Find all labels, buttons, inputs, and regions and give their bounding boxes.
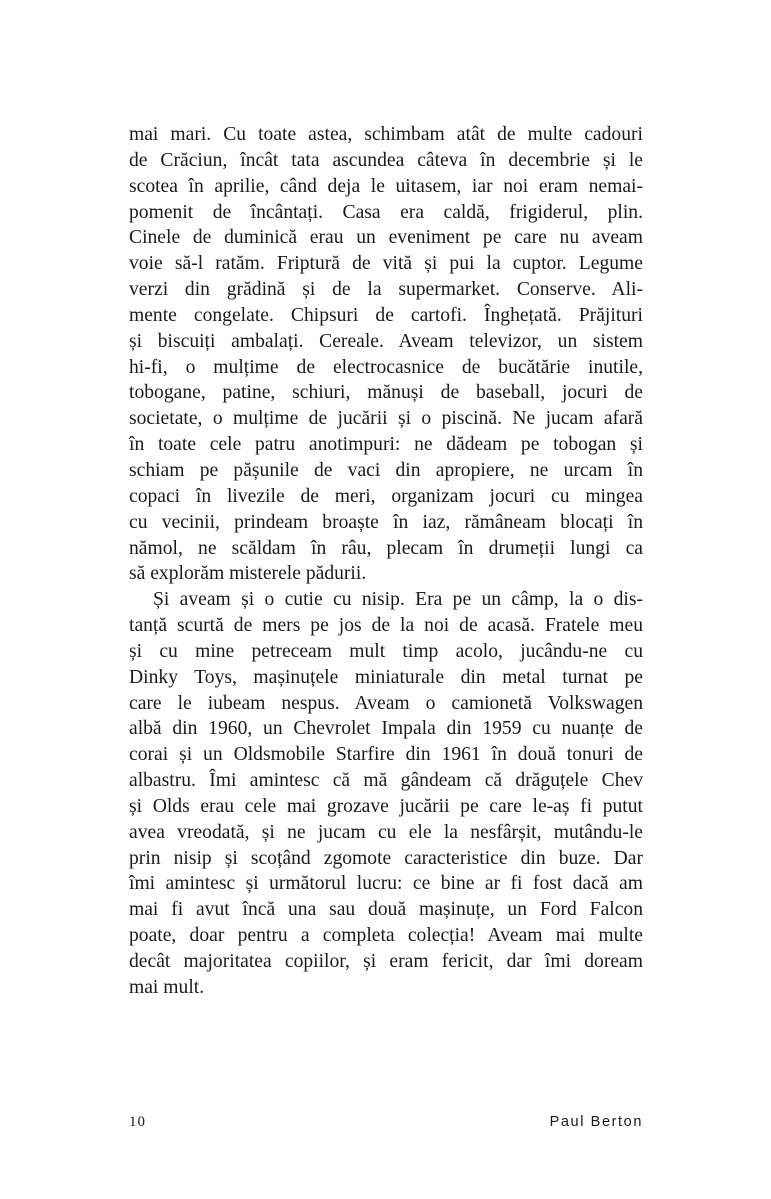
text-line: schiam pe pășunile de vaci din apropiere, ne urcam în xyxy=(129,459,643,481)
text-line: decât majoritatea copiilor, și eram fericit, dar îmi doream xyxy=(129,951,643,972)
body-text xyxy=(129,122,643,1001)
text-line: în toate cele patru anotimpuri: ne dădeam pe tobogan și xyxy=(129,434,643,456)
text-line: prin nisip și scoțând zgomote caracteristice din buze. Dar xyxy=(129,847,643,869)
text-line: tobogane, patine, schiuri, mănuși de baseball, jocuri de xyxy=(129,382,643,404)
text-line: Dinky Toys, mașinuțele miniaturale din metal turnat pe xyxy=(129,666,643,688)
page-footer xyxy=(129,1114,643,1136)
text-line: și Olds erau cele mai grozave jucării pe care le-aș fi putut xyxy=(129,795,643,817)
paragraph-2 xyxy=(129,587,643,1001)
text-line: corai și un Oldsmobile Starfire din 1961 în două tonuri de xyxy=(129,744,643,766)
text-line: tanță scurtă de mers pe jos de la noi de acasă. Fratele meu xyxy=(129,615,643,637)
text-line: care le iubeam nespus. Aveam o camionetă Volkswagen xyxy=(129,692,643,714)
text-line: poate, doar pentru a completa colecția! Aveam mai multe xyxy=(129,925,643,947)
running-footer-author: Paul Berton xyxy=(549,1114,643,1130)
text-line: Și aveam și o cutie cu nisip. Era pe un câmp, la o dis- xyxy=(153,589,643,611)
text-line: și cu mine petreceam mult timp acolo, jucându-ne cu xyxy=(129,640,643,662)
text-line: albă din 1960, un Chevrolet Impala din 1959 cu nuanțe de xyxy=(129,718,643,740)
paragraph-1 xyxy=(129,122,643,587)
text-line: mai mult. xyxy=(129,976,205,998)
text-line: și biscuiți ambalați. Cereale. Aveam televizor, un sistem xyxy=(129,330,643,352)
text-line: mai fi avut încă una sau două mașinuțe, un Ford Falcon xyxy=(129,899,643,921)
text-line: îmi amintesc și următorul lucru: ce bine ar fi fost dacă am xyxy=(129,873,643,895)
text-line: mai mari. Cu toate astea, schimbam atât de multe cadouri xyxy=(129,124,643,145)
text-line: cu vecinii, prindeam broaște în iaz, rămâneam blocați în xyxy=(129,511,643,533)
text-line: de Crăciun, încât tata ascundea câteva în decembrie și le xyxy=(129,149,643,171)
text-line: copaci în livezile de meri, organizam jocuri cu mingea xyxy=(129,485,643,507)
text-line: să explorăm misterele pădurii. xyxy=(129,563,367,585)
text-line: voie să-l ratăm. Friptură de vită și pui la cuptor. Legume xyxy=(129,253,643,275)
text-line: scotea în aprilie, când deja le uitasem, iar noi eram nemai- xyxy=(129,175,643,197)
text-line: hi-fi, o mulțime de electrocasnice de bucătărie inutile, xyxy=(129,356,643,378)
text-line: pomenit de încântați. Casa era caldă, frigiderul, plin. xyxy=(129,201,643,223)
text-line: verzi din grădină și de la supermarket. Conserve. Ali- xyxy=(129,279,643,301)
text-line: societate, o mulțime de jucării și o piscină. Ne jucam afară xyxy=(129,408,643,430)
text-line: albastru. Îmi amintesc că mă gândeam că drăguțele Chev xyxy=(129,770,643,792)
text-line: nămol, ne scăldam în râu, plecam în drumeții lungi ca xyxy=(129,537,643,559)
page-number: 10 xyxy=(129,1114,146,1130)
text-line: mente congelate. Chipsuri de cartofi. Înghețată. Prăjituri xyxy=(129,304,643,326)
text-line: avea vreodată, și ne jucam cu ele la nesfârșit, mutându-le xyxy=(129,821,643,843)
text-line: Cinele de duminică erau un eveniment pe care nu aveam xyxy=(129,227,643,249)
